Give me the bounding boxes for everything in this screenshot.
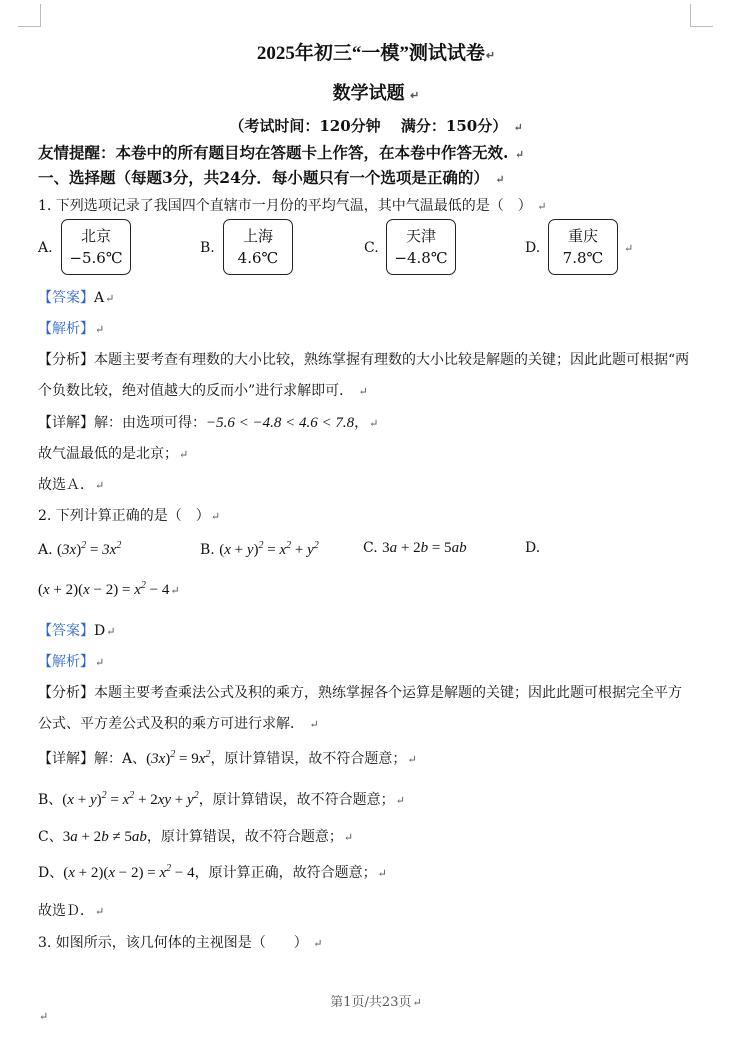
q1-option-c-city: 天津 [405,227,436,245]
q2-option-b-formula: $(x + y)^2 = x^2 + y^2$ [219,540,319,558]
q2-option-d-letter: D. [525,540,541,556]
paragraph-mark: ↵ [624,242,634,255]
q1-option-a-temp: −5.6℃ [69,249,123,267]
q1-option-c-letter: C. [364,240,379,256]
q2-option-c-formula: 3a + 2b = 5ab [382,540,467,556]
q1-answer: 【答案】A↵ [38,290,115,306]
q2-option-a: A. $(3x)^2 = 3x^2$ [38,540,122,558]
corner-mark-top-left [18,4,41,27]
q1-fenxi-line1: 【分析】本题主要考查有理数的大小比较，熟练掌握有理数的大小比较是解题的关键；因此此题可根据“两 [38,352,690,368]
q1-option-a-box [61,219,131,275]
q1-option-d-city: 重庆 [567,227,598,245]
q1-choose: 故选Ａ．↵ [38,477,105,493]
exam-info: （考试时间：120分钟 满分：150分） ↵ [229,117,523,135]
q1-lowest-line: 故气温最低的是北京；↵ [38,446,189,462]
page-title: 2025年初三“一模”测试试卷↵ [256,43,496,64]
q1-option-b-letter: B. [200,240,215,256]
subject-title: 数学试题 ↵ [332,83,420,103]
q1-stem: 1. 下列选项记录了我国四个直辖市一月份的平均气温，其中气温最低的是（ ） ↵ [38,198,547,214]
q1-option-a-letter: A. [38,240,53,256]
q1-option-b-box [223,219,293,275]
q2-stem: 2. 下列计算正确的是（ ）↵ [38,508,221,524]
q2-detail-b: B、$(x + y)^2 = x^2 + 2xy + y^2$，原计算错误，故不符合题意；↵ [38,790,405,808]
q1-option-a-city: 北京 [80,227,111,245]
reminder: 友情提醒：本卷中的所有题目均在答题卡上作答，在本卷中作答无效. ↵ [38,143,525,162]
q2-detail-a: 【详解】解：A、$(3x)^2 = 9x^2$，原计算错误，故不符合题意；↵ [38,749,417,767]
q2-option-d: $(x + 2)(x - 2) = x^2$ − 4↵ [38,580,180,598]
q2-fenxi-line1: 【分析】本题主要考查乘法公式及积的乘方，熟练掌握各个运算是解题的关键；因此此题可根据完全平方 [38,685,682,701]
page-footer: 第1页/共23页↵ [330,995,422,1010]
paragraph-mark-end: ↵ [39,1010,49,1023]
q1-option-c-box [386,219,456,275]
q1-analysis: 【解析】↵ [38,321,105,337]
q2-detail-d: D、$(x + 2)(x - 2) = x^2 - 4$，原计算正确，故符合题意；↵ [38,863,387,881]
q2-option-b: B. $(x + y)^2 = x^2 + y^2$ [200,540,319,558]
q1-detail: 【详解】解：由选项可得：−5.6 < −4.8 < 4.6 < 7.8，↵ [38,415,379,431]
q1-option-d-box [548,219,618,275]
corner-mark-top-right [690,4,713,27]
q1-option-d-temp: 7.8℃ [562,249,604,267]
q1-option-d-letter: D. [525,240,541,256]
q2-option-a-formula: $(3x)^2 = 3x^2$ [57,540,122,558]
q2-option-d-formula: $(x + 2)(x - 2) = x^2 - 4$ [38,580,170,598]
q2-answer: 【答案】D↵ [38,623,116,639]
section-heading: 一、选择题（每题3分，共24分．每小题只有一个选项是正确的） ↵ [38,168,505,187]
q2-analysis: 【解析】↵ [38,654,105,670]
q1-option-b-city: 上海 [242,227,273,245]
q3-stem: 3. 如图所示，该几何体的主视图是（ ） ↵ [38,935,323,951]
q2-option-c: C. 3a + 2b = 5ab [363,540,467,556]
q1-fenxi-line2: 个负数比较，绝对值越大的反而小”进行求解即可． ↵ [38,383,368,399]
q2-choose: 故选Ｄ．↵ [38,903,105,919]
q2-detail-c: C、3a + 2b ≠ 5ab，原计算错误，故不符合题意；↵ [38,829,354,845]
q2-fenxi-line2: 公式、平方差公式及积的乘方可进行求解． ↵ [38,716,319,732]
q1-option-b-temp: 4.6℃ [237,249,279,267]
q1-option-c-temp: −4.8℃ [394,249,448,267]
